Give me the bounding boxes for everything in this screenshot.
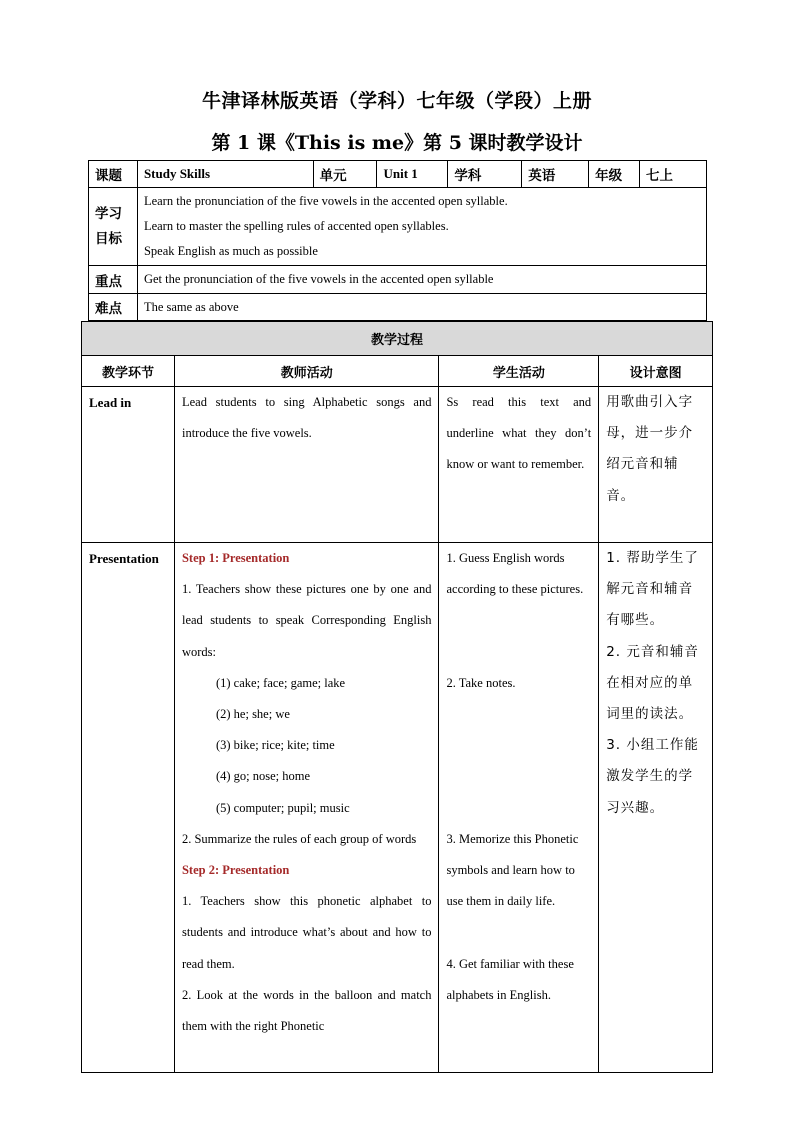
step2-title: Step 2: Presentation [181, 863, 290, 878]
step2-item1: 1. Teachers show this phonetic alphabet to students and introduce what’s about and how to read them. [181, 894, 432, 971]
lead-in-stage: Lead in [82, 387, 175, 543]
spacer [446, 730, 591, 761]
goals-cell [137, 188, 706, 266]
intent-1: 1. 帮助学生了解元音和辅音有哪些。 [606, 550, 699, 629]
goal-item: Speak English as much as possible [143, 244, 318, 258]
intent-2: 2. 元音和辅音在相对应的单词里的读法。 [606, 643, 699, 723]
word-group: (3) bike; rice; kite; time [215, 738, 335, 753]
teaching-process-table [81, 321, 713, 1073]
topic-label: 课题 [89, 161, 138, 188]
word-group: (4) go; nose; home [215, 769, 311, 784]
student-activity-4: 4. Get familiar with these alphabets in English. [446, 956, 574, 1002]
word-group: (2) he; she; we [215, 707, 290, 722]
step2-item2: 2. Look at the words in the balloon and match them with the right Phonetic [181, 987, 432, 1034]
lead-in-teacher: Lead students to sing Alphabetic songs and introduce the five vowels. [181, 395, 432, 441]
key-point-row [89, 266, 707, 294]
word-group: (1) cake; face; game; lake [215, 675, 346, 690]
unit-value: Unit 1 [377, 161, 448, 188]
col-intent: 设计意图 [599, 356, 713, 387]
lead-in-intent: 用歌曲引入字母，进一步介绍元音和辅音。 [606, 394, 694, 504]
spacer [446, 699, 591, 730]
lesson-title: 第 1 课《This is me》第 5 课时教学设计 [211, 132, 583, 154]
spacer [446, 761, 591, 792]
presentation-student-cell [439, 543, 599, 1073]
difficulty-row [89, 294, 707, 321]
step1-item1: 1. Teachers show these pictures one by one and lead students to speak Corresponding English words: [181, 582, 432, 659]
spacer [446, 637, 591, 668]
process-header: 教学过程 [82, 322, 713, 356]
word-group: (5) computer; pupil; music [215, 800, 350, 815]
info-row [89, 161, 707, 188]
step1-item2: 2. Summarize the rules of each group of words [181, 831, 417, 846]
step1-title: Step 1: Presentation [181, 551, 290, 565]
student-activity-3: 3. Memorize this Phonetic symbols and learn how to use them in daily life. [446, 831, 579, 909]
lead-in-student-cell [439, 387, 599, 543]
subject-label: 学科 [448, 161, 522, 188]
goals-row [89, 188, 707, 266]
spacer [446, 793, 591, 824]
col-stage: 教学环节 [82, 356, 175, 387]
student-activity-2: 2. Take notes. [446, 675, 516, 690]
col-student: 学生活动 [439, 356, 599, 387]
goals-label: 学习目标 [89, 188, 138, 266]
grade-value: 七上 [640, 161, 707, 188]
col-teacher: 教师活动 [174, 356, 439, 387]
key-point-value: Get the pronunciation of the five vowels in the accented open syllable [137, 266, 706, 294]
difficulty-label: 难点 [89, 294, 138, 321]
presentation-teacher-cell [174, 543, 439, 1073]
lead-in-row [82, 387, 713, 543]
grade-label: 年级 [589, 161, 640, 188]
goal-item: Learn the pronunciation of the five vowels in the accented open syllable. [143, 194, 508, 208]
lead-in-intent-cell [599, 387, 713, 543]
intent-3: 3. 小组工作能激发学生的学习兴趣。 [606, 737, 699, 816]
unit-label: 单元 [313, 161, 377, 188]
spacer [446, 605, 591, 636]
column-header-row [82, 356, 713, 387]
lesson-info-table [88, 160, 707, 321]
goal-item: Learn to master the spelling rules of accented open syllables. [143, 219, 449, 233]
document-title: 牛津译林版英语（学科）七年级（学段）上册 [201, 90, 592, 112]
difficulty-value: The same as above [137, 294, 706, 321]
presentation-stage: Presentation [82, 543, 175, 1073]
spacer [446, 917, 591, 948]
student-activity-1: 1. Guess English words according to these pictures. [446, 551, 584, 597]
process-header-row [82, 322, 713, 356]
lead-in-student: Ss read this text and underline what they don’t know or want to remember. [446, 395, 592, 472]
subject-value: 英语 [522, 161, 589, 188]
key-point-label: 重点 [89, 266, 138, 294]
lead-in-teacher-cell [174, 387, 439, 543]
presentation-intent-cell [599, 543, 713, 1073]
presentation-row [82, 543, 713, 1073]
topic-value: Study Skills [137, 161, 313, 188]
